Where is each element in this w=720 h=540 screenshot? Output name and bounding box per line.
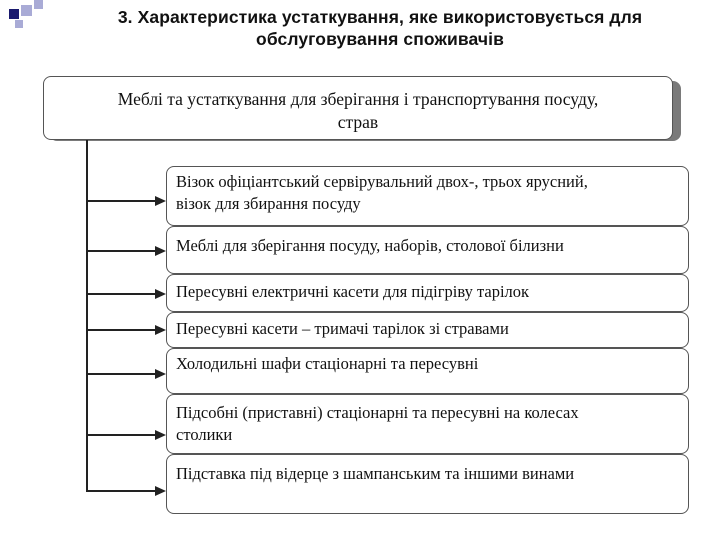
connector-arrow: [86, 325, 168, 335]
item-box: [166, 226, 689, 274]
item-text-line-1: Пересувні касети – тримачі тарілок зі стравами: [176, 319, 509, 338]
connector-arrow: [86, 486, 168, 496]
item-box: [166, 454, 689, 514]
decor-square: [15, 20, 23, 28]
item-box: [166, 274, 689, 312]
item-text-line-1: Холодильні шафи стаціонарні та пересувні: [176, 354, 479, 373]
item-text-line-1: Пересувні електричні касети для підігріву тарілок: [176, 282, 530, 301]
decor-square: [21, 5, 32, 16]
connector-arrow: [86, 369, 168, 379]
title-line-1: 3. Характеристика устаткування, яке використовується для: [117, 7, 643, 27]
item-text-line-2: візок для збирання посуду: [176, 194, 361, 213]
item-box: [166, 348, 689, 394]
head-box: [43, 76, 673, 140]
item-box: [166, 394, 689, 454]
slide-title: [40, 6, 720, 50]
connector-arrow: [86, 289, 168, 299]
connector-arrow: [86, 430, 168, 440]
item-text-line-1: Підсобні (приставні) стаціонарні та пересувні на колесах: [176, 403, 579, 422]
connector-arrow: [86, 246, 168, 256]
item-text-line-1: Меблі для зберігання посуду, наборів, столової білизни: [176, 236, 564, 255]
head-line-1: Меблі та устаткування для зберігання і транспортування посуду,: [117, 89, 599, 109]
title-line-2: обслуговування споживачів: [256, 29, 504, 49]
connector-arrow: [86, 196, 168, 206]
item-box: [166, 312, 689, 348]
item-text-line-2: столики: [176, 425, 233, 444]
item-box: [166, 166, 689, 226]
decor-square: [9, 9, 19, 19]
item-text-line-1: Візок офіціантський сервірувальний двох-, трьох ярусний,: [176, 172, 588, 191]
item-text-line-1: Підставка під відерце з шампанським та іншими винами: [176, 464, 575, 483]
head-line-2: страв: [337, 112, 379, 132]
